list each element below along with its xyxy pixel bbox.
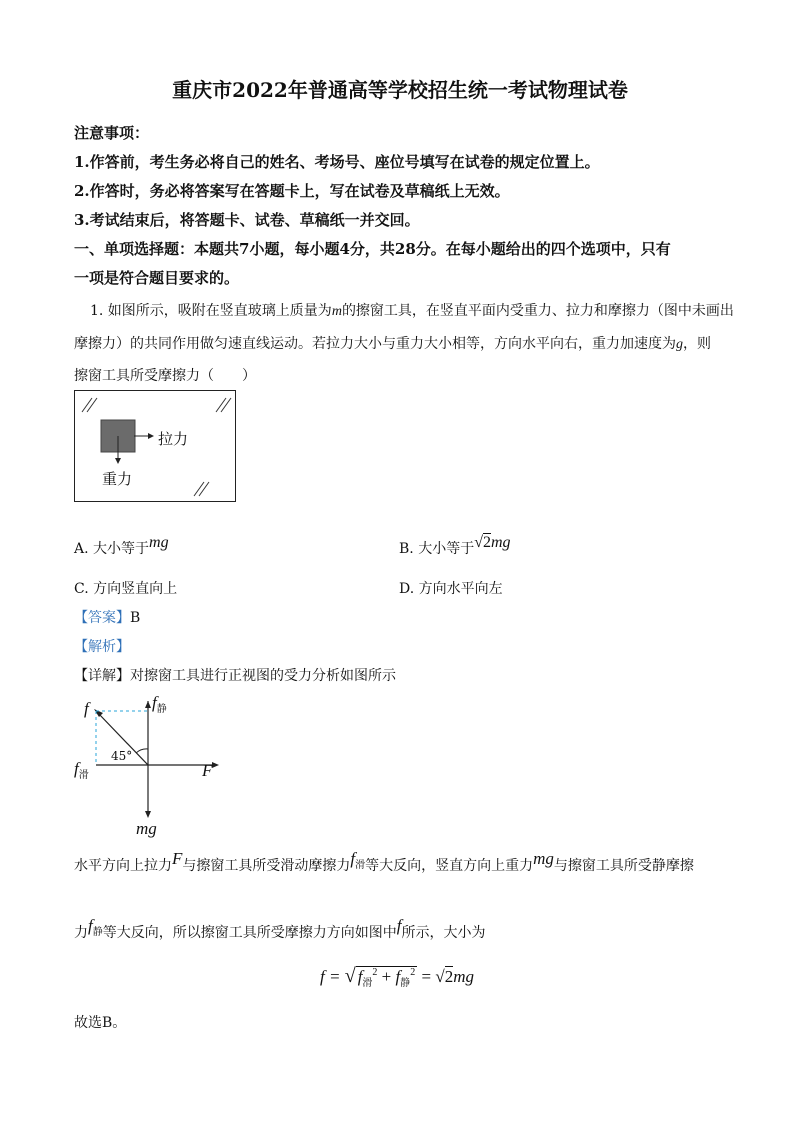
subscript: 静 (92, 927, 103, 938)
force-diagram-svg (74, 693, 254, 843)
explain-text: 所示，大小为 (401, 925, 486, 941)
answer-value: B (130, 610, 141, 626)
superscript: 2 (372, 967, 378, 978)
option-a-math: mg (149, 534, 169, 551)
answer-line (74, 607, 140, 627)
option-a-label: A. 大小等于 (74, 541, 150, 557)
F-label: F (202, 761, 213, 780)
math-mg: mg (533, 849, 554, 868)
window-diagram (74, 390, 236, 502)
F-arrow-icon (212, 762, 219, 768)
analysis-label: 【解析】 (74, 639, 130, 655)
sqrt-icon: √ (344, 965, 356, 987)
fstatic-label (152, 693, 167, 713)
notice-item-2: 2.作答时，务必将答案写在答题卡上，写在试卷及草稿纸上无效。 (74, 182, 510, 200)
fslide-label (74, 759, 89, 779)
option-a[interactable] (74, 534, 169, 558)
plus-sign: + (377, 967, 396, 986)
answer-label: 【答案】 (74, 610, 130, 626)
explain-text: 力 (74, 925, 88, 941)
question-line3: 擦窗工具所受摩擦力（ ） (74, 368, 256, 384)
option-d[interactable]: D. 方向水平向左 (399, 581, 503, 597)
window-diagram-svg (74, 390, 236, 502)
subscript: 静 (400, 978, 411, 989)
question-text: 1. 如图所示，吸附在竖直玻璃上质量为 (90, 303, 332, 319)
math-f: f (395, 967, 401, 986)
pull-label: 拉力 (158, 430, 189, 448)
option-b-label: B. 大小等于 (399, 541, 475, 557)
option-b-math: mg (490, 534, 511, 551)
angle-label: 45° (111, 749, 133, 763)
explain-line2 (74, 916, 486, 942)
notice-heading: 注意事项： (74, 124, 150, 142)
detail-text: 对擦窗工具进行正视图的受力分析如图所示 (130, 668, 396, 684)
force-diagram (74, 693, 254, 843)
question-text: 的擦窗工具，在竖直平面内受重力、拉力和摩擦力（图中未画出 (341, 303, 734, 319)
notice-item-1: 1.作答前，考生务必将自己的姓名、考场号、座位号填写在试卷的规定位置上。 (74, 153, 600, 171)
gravity-label: 重力 (102, 470, 133, 488)
math-f: f (350, 849, 356, 868)
angle-arc-icon (136, 749, 148, 753)
explain-line1 (74, 849, 694, 875)
section-heading-line1: 一、单项选择题：本题共7小题，每小题4分，共28分。在每小题给出的四个选项中，只有 (74, 240, 671, 258)
formula-root: 2 (444, 967, 454, 986)
question-text: ，则 (683, 336, 711, 352)
formula (320, 965, 474, 988)
option-b[interactable] (399, 534, 511, 558)
question-text: 摩擦力）的共同作用做匀速直线运动。若拉力大小与重力大小相等，方向水平向右，重力加速度为 (74, 336, 676, 352)
fstatic-arrow-icon (145, 701, 151, 708)
sqrt-icon: √ (435, 967, 445, 986)
f-symbol: f (74, 759, 79, 778)
math-g: g (676, 337, 683, 352)
explain-text: 等大反向，所以擦窗工具所受摩擦力方向如图中 (102, 925, 397, 941)
math-m: m (331, 304, 342, 319)
subscript: 滑 (78, 770, 89, 781)
question-line2 (74, 333, 711, 353)
page-title: 重庆市2022年普通高等学校招生统一考试物理试卷 (172, 78, 628, 102)
question-line1 (90, 300, 734, 320)
option-c[interactable]: C. 方向竖直向上 (74, 581, 178, 597)
mg-arrow-icon (145, 811, 151, 818)
subscript: 静 (156, 704, 167, 715)
mg-label: mg (136, 819, 157, 838)
equals-sign: = (417, 967, 436, 986)
explain-text: 水平方向上拉力 (74, 858, 172, 874)
subscript: 滑 (355, 860, 366, 871)
f-arrow-icon (94, 709, 103, 717)
math-f: f (88, 916, 93, 935)
detail-label: 【详解】 (74, 668, 130, 684)
explain-text: 与擦窗工具所受滑动摩擦力 (182, 858, 351, 874)
math-f: f (357, 967, 363, 986)
conclusion: 故选B。 (74, 1015, 127, 1031)
superscript: 2 (410, 967, 416, 978)
explain-text: 与擦窗工具所受静摩擦 (553, 858, 694, 874)
math-f: f (396, 916, 402, 935)
explain-text: 等大反向，竖直方向上重力 (365, 858, 534, 874)
f-symbol: f (152, 693, 157, 712)
pull-arrow-icon (148, 433, 154, 439)
notice-item-3: 3.考试结束后，将答题卡、试卷、草稿纸一并交回。 (74, 211, 420, 229)
formula-lhs: f = (320, 967, 345, 986)
f-label (84, 699, 89, 719)
subscript: 滑 (362, 978, 373, 989)
section-heading-line2: 一项是符合题目要求的。 (74, 269, 240, 287)
gravity-arrow-icon (115, 458, 121, 464)
option-b-root: 2 (482, 534, 491, 551)
sqrt-icon: √ (474, 534, 483, 551)
detail-line (74, 665, 396, 685)
f-symbol: f (84, 699, 89, 718)
formula-radicand (356, 966, 418, 989)
math-F: F (172, 849, 183, 868)
math-mg: mg (453, 967, 474, 986)
